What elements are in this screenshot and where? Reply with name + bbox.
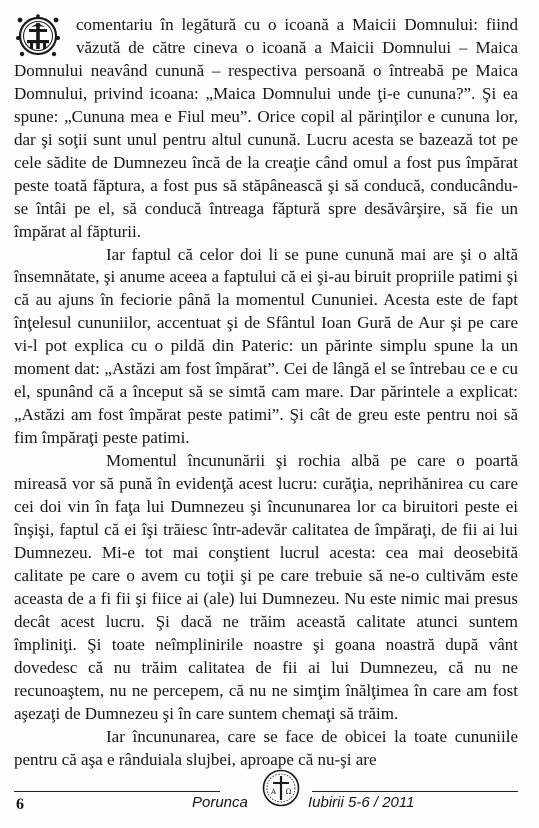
page-number: 6 [16, 796, 24, 813]
alpha-omega-medallion-icon [262, 769, 300, 807]
medallion-omega: Ω [285, 788, 292, 796]
medallion-alpha: Α [270, 788, 277, 796]
paragraph-2: Iar faptul că celor doi li se pune cunună mai are şi o altă însemnătate, şi anume aceea a faptului că ei şi-au biruit propriile patimi şi că au ajuns în feciorie până la momentul Cununiei. Acesta este de fapt înţelesul cununiilor, accentuat şi de Sfântul Ioan Gură de Aur şi pe care vi-l pot explica cu o pildă din Pateric: un părinte simplu spune la un moment dat: „Astăzi am fost împărat”. Cei de lângă el se întrebau ce e cu el, spunând că a început să se simtă cam mare. Dar părintele a explicat: „Astăzi am fost împărat peste patimi”. Şi cât de greu este pentru noi să fim împăraţi peste patimi. [14, 244, 518, 448]
body-text [14, 14, 518, 771]
journal-title-part-2: Iubirii 5-6 / 2011 [308, 794, 415, 811]
paragraph-4: Iar încununarea, care se face de obicei la toate cununiile pentru că aşa e rânduiala slujbei, aproape că nu-şi are [14, 726, 518, 769]
paragraph-1: comentariu în legătură cu o icoană a Maicii Domnului: fiind văzută de către cineva o icoană a Maicii Domnului – Maica Domnului neavând cunună – respectiva persoană o întreabă pe Maica Domnului, privind icoana: „Maica Domnului unde ţi-e cununa?”. Şi ea spune: „Cununa mea e Fiul meu”. Orice copil al părinţilor e cununa lor, dar şi soţii sunt unul pentru altul cunună. Lucru acesta se bazează tot pe cele sădite de Dumnezeu încă de la creaţie când omul a fost pus împărat peste toată făptura, a fost pus să stăpânească şi să conducă, conducându-se întâi pe el, să conducă întreaga făptură spre desăvârşire, să fie un împărat al făpturii. [14, 15, 518, 241]
page-footer [14, 788, 518, 819]
journal-title-part-1: Porunca [192, 794, 248, 811]
footer-rule-right [312, 791, 518, 792]
footer-rule-left [14, 791, 220, 792]
chi-rho-ornament-icon [14, 14, 72, 58]
paragraph-3: Momentul încununării şi rochia albă pe care o poartă mireasă vor să pună în evidenţă acest lucru: curăţia, neprihănirea cu care cei doi vin în faţa lui Dumnezeu şi încununarea lor ca biruitori peste ei înşişi, faptul că ei îşi trăiesc într-adevăr calitatea de împăraţi, de fii ai lui Dumnezeu. Mi-e tot mai conştient lucrul acesta: cea mai deosebită calitate pe care o avem cu toţii şi pe care trebuie să ne-o cultivăm este aceasta de a fi fii şi fiice ai (ale) lui Dumnezeu. Nu este nimic mai presus decât acest lucru. Şi dacă ne trăim această calitate atunci suntem împliniţi. Şi toate neîmplinirile noastre şi goana noastră după vânt dovedesc că nu trăim calitatea de fii ai lui Dumnezeu, că nu ne recunoaştem, nu ne percepem, că nu ne simţim înălţimea în care am fost aşezaţi de Dumnezeu şi în care suntem chemaţi să trăim. [14, 451, 518, 723]
